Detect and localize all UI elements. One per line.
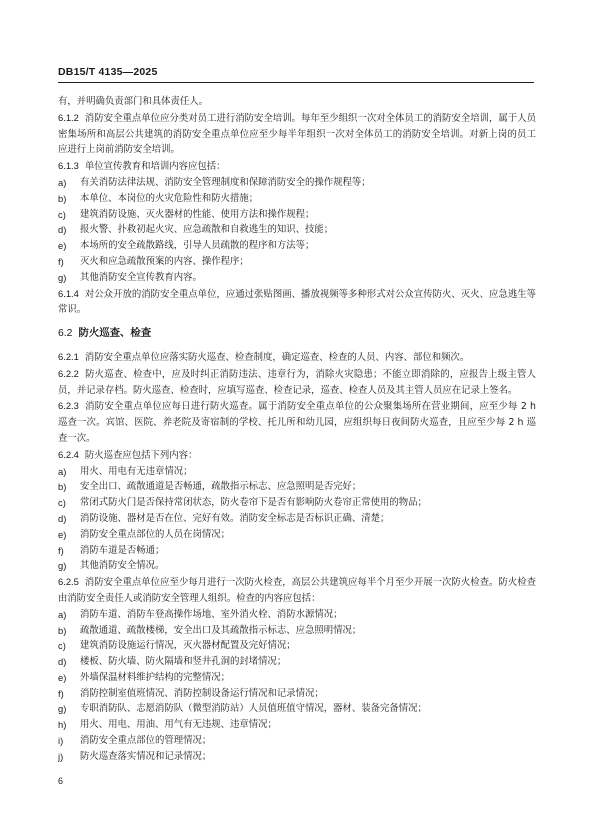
list-item-marker: g) — [58, 271, 67, 283]
clause-paragraph — [58, 366, 536, 399]
clause-paragraph — [58, 349, 536, 366]
list-item — [58, 254, 536, 270]
clause-number: 6.2.4 — [58, 448, 79, 460]
document-body — [58, 94, 536, 765]
list-item-marker: b) — [58, 624, 67, 636]
list-item-text: 其他消防安全宣传教育内容。 — [80, 271, 202, 283]
clause-number: 6.1.2 — [58, 111, 79, 123]
clause-paragraph — [58, 574, 536, 607]
list-item-marker: d) — [58, 656, 67, 668]
clause-paragraph — [58, 158, 536, 175]
clause-text: 消防安全重点单位应每日进行防火巡查。属于消防安全重点单位的公众聚集场所在营业期间，应至少每 2 h 巡查一次。宾馆、医院、养老院及寄宿制的学校、托儿所和幼儿园，应组织每日夜间防火巡查，且应至少每 2 h 巡查一次。 — [58, 401, 536, 444]
clause-text: 消防安全重点单位应落实防火巡查、检查制度，确定巡查、检查的人员、内容、部位和频次。 — [84, 351, 470, 363]
list-item — [58, 495, 536, 511]
list-item — [58, 207, 536, 223]
list-item-text: 建筑消防设施、灭火器材的性能、使用方法和操作规程； — [80, 208, 315, 220]
clause-number: 6.2.1 — [58, 350, 79, 362]
list-item-marker: i) — [58, 735, 64, 747]
list-item-text: 常闭式防火门是否保持常闭状态，防火卷帘下是否有影响防火卷帘正常使用的物品； — [80, 497, 427, 509]
document-code-header: DB15/T 4135—2025 — [58, 66, 158, 78]
list-item-marker: g) — [58, 703, 67, 715]
list-item — [58, 543, 536, 559]
list-item — [58, 701, 536, 717]
clause-number: 6.2.2 — [58, 367, 79, 379]
list-item-marker: c) — [58, 497, 66, 509]
list-item-text: 专职消防队、志愿消防队（微型消防站）人员值班值守情况，器材、装备完备情况； — [80, 703, 427, 715]
list-item-text: 消防车道、消防车登高操作场地、室外消火栓、消防水源情况； — [80, 608, 343, 620]
clause-number: 6.1.4 — [58, 287, 79, 299]
section-heading — [58, 326, 536, 342]
clause-text: 防火巡查、检查中，应及时纠正消防违法、违章行为，消除火灾隐患；不能立即消除的，应报告上级主管人员，并记录存档。防火巡查、检查时，应填写巡查、检查记录，巡查、检查人员及其主管人员应在记录上签名。 — [58, 368, 536, 396]
clause-paragraph — [58, 398, 536, 446]
list-item — [58, 464, 536, 480]
list-item — [58, 717, 536, 733]
list-item — [58, 558, 536, 574]
list-item-text: 疏散通道、疏散楼梯，安全出口及其疏散指示标志、应急照明情况； — [80, 624, 362, 636]
clause-paragraph — [58, 94, 536, 110]
list-item — [58, 733, 536, 749]
list-item-marker: e) — [58, 240, 67, 252]
list-item-text: 楼板、防火墙、防火隔墙和竖井孔洞的封堵情况； — [80, 656, 287, 668]
list-item-text: 外墙保温材料维护结构的完整情况； — [80, 671, 231, 683]
list-item-text: 用火、用电有无违章情况； — [80, 465, 193, 477]
list-item — [58, 686, 536, 702]
list-item-marker: d) — [58, 512, 67, 524]
clause-paragraph — [58, 447, 536, 464]
list-item — [58, 175, 536, 191]
list-item — [58, 222, 536, 238]
clause-number: 6.2.3 — [58, 400, 79, 412]
list-item — [58, 511, 536, 527]
list-item-marker: g) — [58, 560, 67, 572]
list-item — [58, 670, 536, 686]
list-item — [58, 638, 536, 654]
list-item-marker: c) — [58, 640, 66, 652]
list-item-text: 安全出口、疏散通道是否畅通，疏散指示标志、应急照明是否完好； — [80, 481, 362, 493]
list-item — [58, 270, 536, 286]
list-item-marker: j) — [58, 750, 64, 762]
list-item-marker: d) — [58, 224, 67, 236]
list-item — [58, 607, 536, 623]
list-item-marker: c) — [58, 208, 66, 220]
list-item-text: 消防安全重点部位的管理情况； — [80, 735, 212, 747]
clause-number: 6.1.3 — [58, 160, 79, 172]
list-item-marker: b) — [58, 192, 67, 204]
list-item-text: 有关消防法律法规、消防安全管理制度和保障消防安全的操作规程等； — [80, 176, 371, 188]
list-item-marker: b) — [58, 481, 67, 493]
list-item-marker: e) — [58, 528, 67, 540]
clause-paragraph — [58, 110, 536, 158]
list-item — [58, 479, 536, 495]
clause-text: 单位宣传教育和培训内容应包括： — [84, 161, 226, 173]
list-item-marker: a) — [58, 465, 67, 477]
list-item-marker: f) — [58, 544, 64, 556]
clause-text: 对公众开放的消防安全重点单位，应通过张贴图画、播放视频等多种形式对公众宣传防火、灭火、应急逃生等常识。 — [58, 288, 536, 316]
list-item — [58, 238, 536, 254]
list-item-text: 防火巡查落实情况和记录情况； — [80, 750, 212, 762]
list-item-text: 消防车道是否畅通； — [80, 544, 165, 556]
list-item — [58, 623, 536, 639]
list-item-text: 消防设施、器材是否在位、完好有效。消防安全标志是否标识正确、清楚； — [80, 512, 390, 524]
clause-paragraph — [58, 286, 536, 319]
page-number: 6 — [58, 776, 64, 786]
list-item-text: 本单位、本岗位的火灾危险性和防火措施； — [80, 192, 259, 204]
list-item-marker: f) — [58, 687, 64, 699]
clause-number: 6.2 — [58, 328, 73, 340]
list-item-marker: a) — [58, 608, 67, 620]
clause-text: 消防安全重点单位应分类对员工进行消防安全培训。每年至少组织一次对全体员工的消防安全培训，属于人员密集场所和高层公共建筑的消防安全重点单位应至少每半年组织一次对全体员工的消防安全培训。对新上岗的员工应进行上岗前消防安全培训。 — [58, 112, 536, 156]
list-item-text: 建筑消防设施运行情况，灭火器材配置及完好情况； — [80, 640, 296, 652]
list-item — [58, 749, 536, 765]
section-title: 防火巡查、检查 — [78, 327, 152, 340]
clause-text: 消防安全重点单位应至少每月进行一次防火检查，高层公共建筑应每半个月至少开展一次防火检查。防火检查由消防安全责任人或消防安全管理人组织。检查的内容应包括： — [58, 577, 536, 604]
list-item-marker: a) — [58, 176, 67, 188]
list-item-text: 其他消防安全情况。 — [80, 560, 165, 572]
list-item-text: 报火警、扑救初起火灾、应急疏散和自救逃生的知识、技能； — [80, 224, 334, 236]
list-item — [58, 527, 536, 543]
clause-text: 有，并明确负责部门和具体责任人。 — [58, 96, 209, 107]
list-item-text: 消防控制室值班情况、消防控制设备运行情况和记录情况； — [80, 687, 324, 699]
list-item-text: 消防安全重点部位的人员在岗情况； — [80, 528, 231, 540]
header-rule — [58, 82, 534, 83]
list-item-marker: f) — [58, 255, 64, 267]
list-item-marker: e) — [58, 671, 67, 683]
clause-number: 6.2.5 — [58, 576, 79, 588]
list-item-text: 用火、用电、用油、用气有无违规、违章情况； — [80, 719, 277, 731]
list-item-text: 本场所的安全疏散路线，引导人员疏散的程序和方法等； — [80, 240, 315, 252]
list-item-text: 灭火和应急疏散预案的内容、操作程序； — [80, 255, 249, 267]
list-item — [58, 654, 536, 670]
list-item — [58, 191, 536, 207]
clause-text: 防火巡查应包括下列内容： — [84, 449, 198, 461]
list-item-marker: h) — [58, 719, 67, 731]
